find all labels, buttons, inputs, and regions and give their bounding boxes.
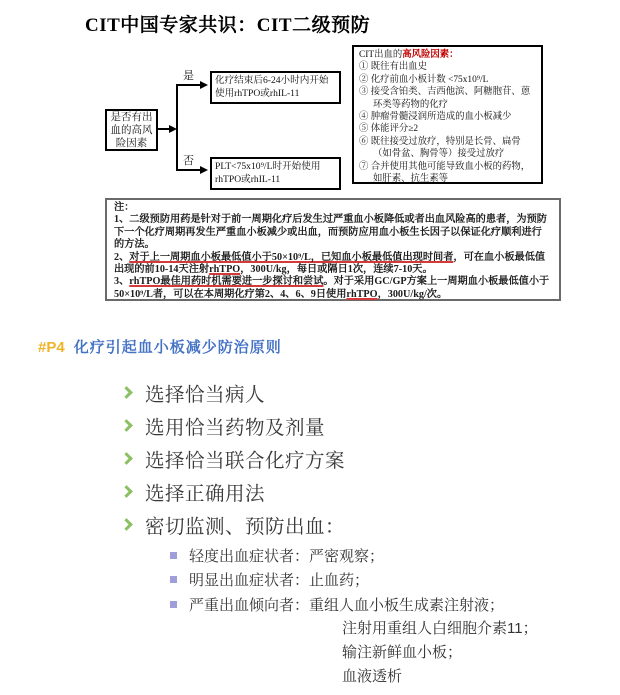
flowchart-yes-arrow-icon (200, 81, 208, 89)
risk-item-1: ① 既往有出血史 (359, 62, 427, 73)
list-item (122, 475, 345, 508)
flowchart-no-box: PLT<75x10⁹/L时开始使用rhTPO或rhIL-11 (210, 157, 341, 190)
flowchart-no-line (177, 169, 200, 171)
note-item-3-end: ，300U/kg/次。 (377, 288, 448, 300)
list-item (170, 568, 504, 593)
monitoring-list (170, 543, 504, 617)
risk-box-title-prefix: CIT出血的 (359, 50, 403, 60)
chevron-right-icon (120, 386, 133, 399)
square-bullet-icon (170, 552, 177, 559)
monitoring-label: 明显出血症状者：止血药； (189, 572, 370, 590)
risk-box-title-highlight: 高风险因素： (402, 50, 459, 60)
monitoring-label: 严重出血倾向者：重组人血小板生成素注射液； (189, 596, 505, 614)
risk-item-3: ③ 接受含铂类、吉西他滨、阿糖胞苷、蒽环类等药物的化疗 (359, 87, 531, 110)
list-item (170, 592, 504, 617)
risk-item-6: ⑥ 既往接受过放疗，特别是长骨、扁骨（如骨盆、胸骨等）接受过放疗 (359, 136, 521, 160)
list-item (170, 543, 504, 568)
principle-label: 选择恰当联合化疗方案 (145, 449, 346, 472)
note-item-2 (114, 252, 552, 277)
principle-label: 密切监测、预防出血： (145, 515, 346, 538)
flowchart-yes-line (177, 84, 200, 86)
monitoring-label: 轻度出血症状者：严密观察； (189, 547, 385, 565)
monitoring-continued-line: 输注新鲜血小板； (342, 644, 463, 662)
note-item-2-underline-2: rhTPO (209, 264, 241, 276)
flowchart-branch-line (176, 84, 178, 171)
principles-list (122, 376, 345, 541)
section-tag: #P4 (38, 339, 65, 356)
note-item-3-mid: 。对于采用GC/GP方案上一周期血小板最低值小于50×10⁹/L者，可以在本周期化疗第2、4、6、9日使用 (114, 276, 550, 300)
chevron-right-icon (120, 419, 133, 432)
monitoring-continued (342, 617, 538, 690)
monitoring-continued-line: 注射用重组人白细胞介素11； (342, 620, 538, 637)
principle-label: 选择正确用法 (145, 482, 266, 505)
note-item-2-underline-1: 对于上一周期血小板最低值小于50×10⁹/L，已知血小板最低值出现时间者 (129, 251, 454, 263)
note-box (105, 198, 561, 301)
flowchart-no-label: 否 (183, 155, 194, 167)
risk-item-2: ② 化疗前血小板计数 <75x10⁹/L (359, 74, 489, 85)
flowchart-yes-box: 化疗结束后6-24小时内开始使用rhTPO或rhIL-11 (210, 71, 341, 104)
chevron-right-icon (120, 518, 133, 531)
list-item (122, 442, 345, 475)
note-item-2-end: ，300U/kg，每日或隔日1次，连续7-10天。 (240, 264, 433, 276)
risk-item-5: ⑤ 体能评分≥2 (359, 124, 419, 135)
note-label: 注： (114, 202, 135, 213)
section-title: 化疗引起血小板减少防治原则 (73, 339, 282, 356)
list-item (122, 376, 345, 409)
chevron-right-icon (120, 485, 133, 498)
page-title: CIT中国专家共识：CIT二级预防 (85, 15, 371, 36)
note-item-1: 1、二级预防用药是针对于前一周期化疗后发生过严重血小板降低或者出血风险高的患者，为预防下一个化疗周期再发生严重血小板减少或出血，而预防应用血小板生长因子以保证化疗顺利进行的方法。 (114, 214, 547, 251)
square-bullet-icon (170, 576, 177, 583)
chevron-right-icon (120, 452, 133, 465)
flowchart-no-arrow-icon (200, 166, 208, 174)
risk-factor-box (352, 45, 543, 184)
principle-label: 选用恰当药物及剂量 (145, 416, 326, 439)
square-bullet-icon (170, 601, 177, 608)
note-item-3-underline-2: rhTPO (346, 288, 378, 300)
note-item-3 (114, 276, 552, 301)
monitoring-continued-line: 血液透析 (342, 668, 403, 686)
list-item (122, 409, 345, 442)
risk-box-title (359, 49, 536, 61)
note-item-2-mid: ，可在血小板最低值出现的前10-14天注射 (114, 251, 546, 276)
risk-item-7: ⑦ 合并使用其他可能导致血小板的药物，如肝素、抗生素等 (359, 161, 531, 185)
note-item-3-underline-1: rhTPO最佳用药时机需要进一步探讨和尝试 (129, 276, 324, 288)
list-item (122, 508, 345, 541)
note-item-2-prefix: 2、 (114, 251, 130, 263)
section-heading (38, 336, 282, 357)
flowchart-yes-label: 是 (183, 70, 194, 82)
principle-label: 选择恰当病人 (145, 383, 266, 406)
flowchart-decision-box: 是否有出血的高风险因素 (105, 109, 158, 151)
note-item-3-prefix: 3、 (114, 276, 130, 288)
risk-item-4: ④ 肿瘤骨髓浸润所造成的血小板减少 (359, 112, 512, 123)
